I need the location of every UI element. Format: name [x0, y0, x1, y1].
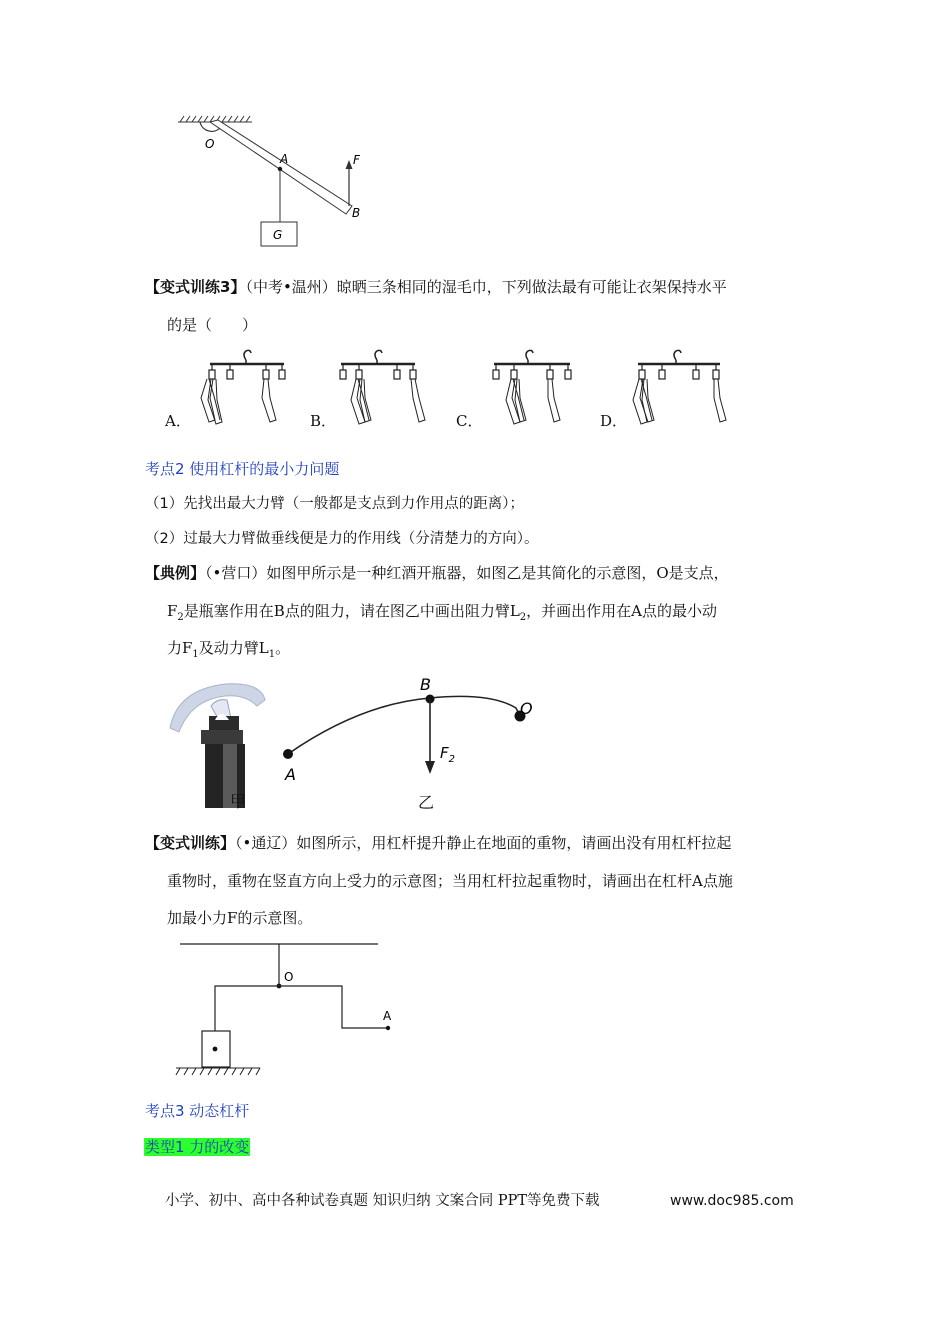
option-b-label[interactable]: B． [310, 412, 337, 430]
lever-figure-1 [170, 108, 380, 253]
type1-highlight: 类型1 力的改变 [145, 1138, 250, 1156]
option-c-label[interactable]: C． [456, 412, 483, 430]
exercise4-line3: 加最小力F的示意图。 [167, 909, 313, 927]
exercise3-line2: 的是（ ） [167, 316, 258, 334]
example-line1 [145, 563, 729, 583]
section2-point1: （1）先找出最大力臂（一般都是支点到力作用点的距离）； [145, 496, 524, 512]
force-f-arrowhead [346, 160, 353, 169]
bottle-opener-photo [165, 680, 275, 810]
opener-diagram [280, 668, 550, 818]
section2-point2: （2）过最大力臂做垂线便是力的作用线（分清楚力的方向）。 [145, 531, 539, 547]
exercise4-line2: 重物时，重物在竖直方向上受力的示意图；当用杠杆拉起重物时，请画出在杠杆A点施 [167, 872, 733, 890]
point-a [283, 749, 293, 759]
label-f2-yi: $F_2$ [440, 744, 456, 765]
label-b-yi: B [420, 675, 431, 694]
section2-heading: 考点2 使用杠杆的最小力问题 [145, 460, 340, 478]
label-o: O [205, 137, 215, 151]
lever-bar [210, 120, 352, 214]
option-d-label[interactable]: D． [600, 412, 628, 430]
exercise3-text1: （中考•温州）晾晒三条相同的湿毛巾，下列做法最有可能让衣架保持水平 [245, 278, 727, 296]
figure-jia-caption: 甲 [230, 792, 247, 811]
hanger-option-b[interactable] [335, 346, 430, 426]
example-line2 [167, 601, 717, 628]
example-text1: （•营口）如图甲所示是一种红酒开瓶器，如图乙是其简化的示意图，O是支点， [205, 564, 729, 582]
label-f: F [353, 153, 360, 167]
section3-type1 [144, 1136, 250, 1157]
lever-curve [288, 696, 520, 754]
example-tag: 【典例】 [145, 564, 206, 582]
hanger-option-d[interactable] [628, 346, 733, 426]
example-line2-post: ，并画出作用在A点的最小动 [526, 602, 718, 620]
hanger-option-a[interactable] [198, 346, 293, 426]
example-f1-letter: 力F [167, 639, 193, 657]
example-line3-post: 。 [275, 639, 291, 657]
exercise3-tag: 【变式训练3】 [145, 278, 246, 296]
exercise4-text1: （•通辽）如图所示，用杠杆提升静止在地面的重物，请画出没有用杠杆拉起 [235, 834, 732, 852]
example-line2-mid: 是瓶塞作用在B点的阻力，请在图乙中画出阻力臂L [183, 602, 520, 620]
label-a-lift: A [383, 1009, 392, 1023]
point-a-lift [386, 1026, 390, 1030]
example-f2-letter: F [167, 602, 178, 620]
lever-bent [215, 986, 388, 1039]
footer-url[interactable]: www.doc985.com [670, 1193, 794, 1209]
example-l2-sub: 2 [519, 612, 527, 623]
exercise3-line1 [145, 277, 727, 297]
example-line3 [167, 638, 290, 665]
label-a-yi: A [285, 765, 296, 784]
example-f2-sub: 2 [177, 612, 184, 623]
object-center-dot [213, 1047, 218, 1052]
force-f2-arrowhead [425, 761, 435, 774]
section3-heading: 考点3 动态杠杆 [145, 1102, 250, 1120]
label-b: B [352, 206, 361, 220]
figure-yi-caption: 乙 [418, 793, 435, 812]
label-o-lift: O [284, 970, 294, 984]
exercise4-line1 [145, 833, 731, 853]
hanger-option-c[interactable] [488, 346, 583, 426]
label-g: G [273, 228, 283, 242]
example-f1-sub: 1 [192, 649, 199, 660]
exercise4-tag: 【变式训练】 [145, 834, 236, 852]
label-a: A [280, 152, 289, 166]
ground-hatching [176, 1068, 260, 1075]
footer-text: 小学、初中、高中各种试卷真题 知识归纳 文案合同 PPT等免费下载 [165, 1193, 600, 1209]
example-l1-sub: 1 [268, 649, 276, 660]
example-line3-mid: 及动力臂L [198, 639, 269, 657]
lever-lift-figure [170, 935, 410, 1085]
label-o-yi: O [520, 699, 533, 718]
option-a-label[interactable]: A． [165, 412, 191, 430]
